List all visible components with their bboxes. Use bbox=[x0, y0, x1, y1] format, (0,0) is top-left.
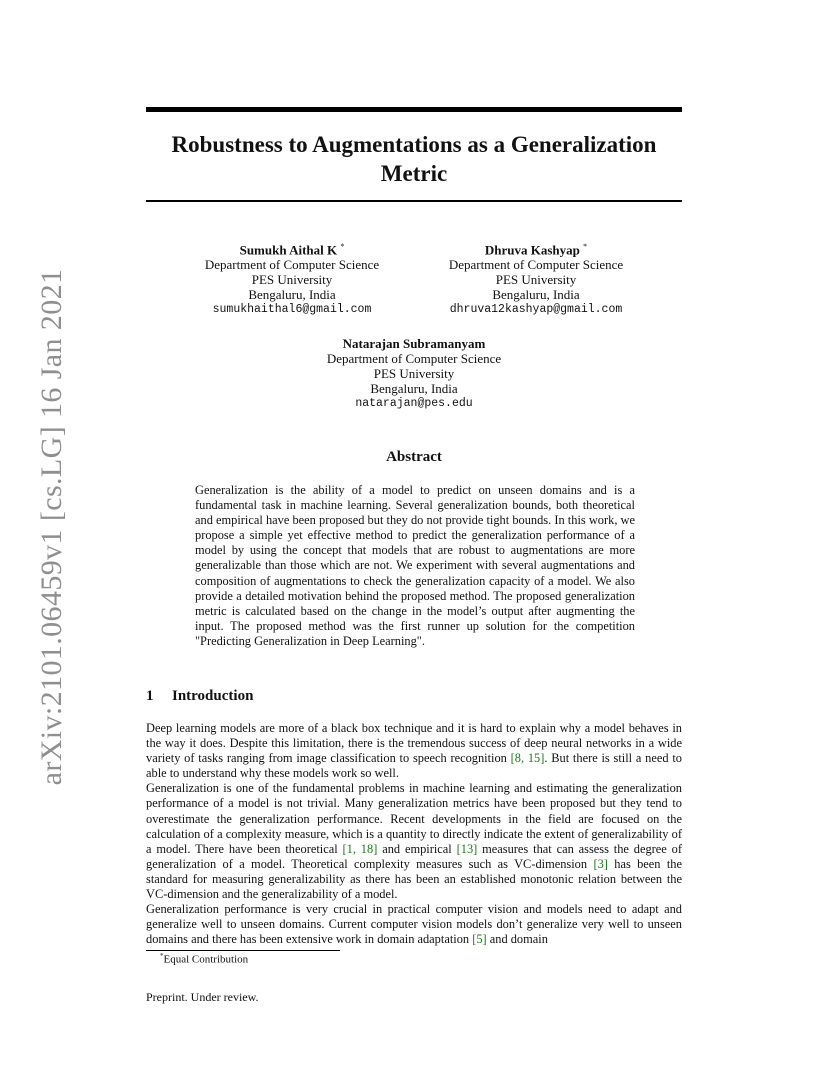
paper-title: Robustness to Augmentations as a Generalization Metric bbox=[171, 132, 657, 186]
citation-link[interactable]: [8, 15] bbox=[510, 751, 545, 766]
citation-link[interactable]: [1, 18] bbox=[342, 841, 378, 856]
author-location: Bengaluru, India bbox=[248, 287, 336, 303]
abstract-text: Generalization is the ability of a model to predict on unseen domains and is a fundamental task in machine learning. Several generalization bounds, both theoretical and empirical have been proposed but they do not provide tight bounds. In this work, we propose a simple yet effective method to predict the generalization performance of a model by using the concept that models that are robust to augmentations are more generalizable than those which are not. We experiment with several augmentations and composition of augmentations to check the generalization capacity of a model. We also provide a detailed motivation behind the proposed method. The proposed generalization metric is calculated based on the change in the model’s output after augmenting the input. The proposed method was the first runner up solution for the competition "Predicting Generalization in Deep Learning". bbox=[195, 483, 635, 648]
paragraph: Generalization performance is very crucial in practical computer vision and models need to adapt and generalize well to unseen domains. Current computer vision models don’t generalize very well to unseen domains and there has been extensive work in domain adaptation [5] and domain bbox=[146, 902, 682, 947]
author-email: sumukhaithal6@gmail.com bbox=[212, 303, 372, 317]
author-department: Department of Computer Science bbox=[204, 257, 380, 273]
author-block bbox=[434, 239, 638, 317]
paragraph: Deep learning models are more of a black box technique and it is hard to explain why a model behaves in the way it does. Despite this limitation, there is the tremendous success of deep neural networks in a wide variety of tasks ranging from image classification to speech recognition [8, 15]. But there is still a need to able to understand why these models work so well. bbox=[146, 721, 682, 781]
arxiv-identifier: arXiv:2101.06459v1 [cs.LG] 16 Jan 2021 bbox=[35, 268, 68, 786]
abstract-heading: Abstract bbox=[386, 449, 442, 465]
author-mark: * bbox=[583, 242, 588, 251]
footnote-rule bbox=[146, 950, 340, 951]
author-university: PES University bbox=[251, 272, 333, 288]
author-name: Dhruva Kashyap * bbox=[484, 242, 588, 258]
author-email: dhruva12kashyap@gmail.com bbox=[449, 303, 623, 317]
author-name: Natarajan Subramanyam bbox=[342, 336, 486, 351]
author-location: Bengaluru, India bbox=[492, 287, 580, 303]
citation-link[interactable]: [3] bbox=[593, 856, 608, 871]
footnote bbox=[160, 952, 248, 966]
section-title: Introduction bbox=[172, 688, 254, 704]
section-heading bbox=[146, 688, 253, 705]
author-email: natarajan@pes.edu bbox=[355, 397, 473, 410]
author-university: PES University bbox=[495, 272, 577, 288]
title-bottom-rule bbox=[146, 200, 682, 202]
author-department: Department of Computer Science bbox=[326, 351, 502, 366]
title-top-rule bbox=[146, 107, 682, 112]
citation-link[interactable]: [5] bbox=[472, 932, 487, 947]
author-name: Sumukh Aithal K * bbox=[239, 242, 345, 258]
author-university: PES University bbox=[373, 366, 455, 381]
introduction-body bbox=[146, 721, 682, 947]
author-block bbox=[190, 239, 394, 317]
author-block bbox=[312, 336, 516, 411]
preprint-notice: Preprint. Under review. bbox=[146, 990, 259, 1004]
citation-link[interactable]: [13] bbox=[456, 841, 478, 856]
footnote-mark: * bbox=[160, 952, 164, 960]
paragraph: Generalization is one of the fundamental problems in machine learning and estimating the generalization performance of a model is not trivial. Many generalization metrics have been proposed but they tend to overestimate the generalization performance. Recent developments in the field are focused on the calculation of a complexity measure, which is a quantity to directly indicate the extent of generalizability of a model. There have been theoretical [1, 18] and empirical [13] measures that can assess the degree of generalization of a model. Theoretical complexity measures such as VC-dimension [3] has been the standard for measuring generalizability as there has been an established monotonic relation between the VC-dimension and the generalizability of a model. bbox=[146, 781, 683, 902]
author-location: Bengaluru, India bbox=[370, 381, 458, 396]
author-department: Department of Computer Science bbox=[448, 257, 624, 273]
section-number: 1 bbox=[146, 688, 154, 704]
footnote-text: Equal Contribution bbox=[163, 953, 249, 966]
author-mark: * bbox=[340, 242, 345, 251]
